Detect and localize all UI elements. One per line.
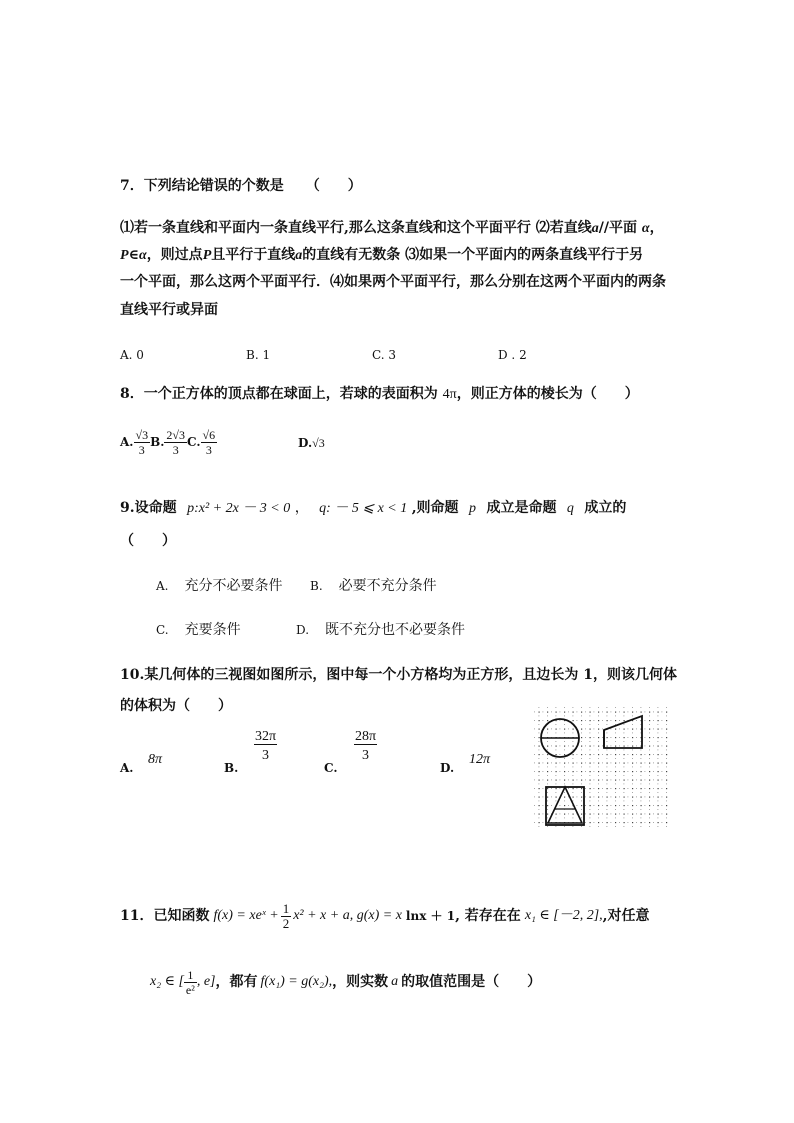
q8-options — [120, 425, 217, 459]
q10-option-c-label: C. — [324, 761, 338, 775]
q10-option-c: $\frac{28\pi}{3}$ — [355, 729, 377, 763]
q10-option-d-label: D. — [440, 761, 455, 775]
q7-line1: ⑴若一条直线和平面内一条直线平行,那么这条直线和这个平面平行 ⑵若直线a//平面 α， — [120, 220, 664, 236]
q7-option-d: D . 2 — [498, 348, 527, 362]
q7-line2: P∈α，则过点P且平行于直线a的直线有无数条 ⑶如果一个平面内的两条直线平行于另 — [120, 247, 644, 263]
q8-option-c-label: C. — [187, 435, 201, 449]
q8-option-c: $\frac{√6}{3}$ — [202, 427, 216, 457]
q10-option-d: 12π — [469, 752, 491, 767]
q9-paren: （ ） — [120, 533, 176, 549]
q9-stem: 9.设命题 p:x² + 2x － 3 < 0 ， q: － 5 ⩽ x < 1 ,则命题 p 成立是命题 q 成立的 — [120, 500, 627, 516]
q7-line3: 一个平面，那么这两个平面平行．⑷如果两个平面平行，那么分别在这两个平面内的两条 — [120, 274, 666, 290]
q9-option-c: C. 充要条件 — [156, 622, 241, 638]
q9-option-a: A. 充分不必要条件 — [156, 578, 283, 594]
q8-option-a: $\frac{√3}{3}$ — [135, 427, 149, 457]
q8-option-b: $\frac{2√3}{3}$ — [166, 427, 186, 457]
q8-option-b-label: B. — [150, 435, 165, 449]
q10-option-b-label: B. — [224, 761, 239, 775]
q10-line1: 10.某几何体的三视图如图所示，图中每一个小方格均为正方形，且边长为 1，则该几何体 — [120, 667, 677, 683]
q8-option-a-label: A. — [120, 435, 134, 449]
q10-option-b: $\frac{32\pi}{3}$ — [255, 729, 277, 763]
three-view-figure — [530, 703, 672, 833]
q11-stem: 11．已知函数 f(x) = xeˣ + $\frac{1}{2}$ x² + x + a, g(x) = x lnx ＋ 1 , 若存在在 x₁ ∈ [－2, 2], ,对任意 — [120, 900, 650, 931]
q7-option-c: C. 3 — [372, 348, 397, 362]
q11-line2: x₂ ∈ [ $\frac{1}{\text{e²}}$ , e] ，都有 f(x₁) = g(x₂), ，则实数 a 的取值范围是（ ） — [150, 967, 542, 997]
q8-stem: 8．一个正方体的顶点都在球面上，若球的表面积为 4π，则正方体的棱长为（ ） — [120, 386, 639, 402]
q8-option-d: D.√3 — [298, 436, 325, 450]
q7-line4: 直线平行或异面 — [120, 302, 218, 318]
q9-option-b: B. 必要不充分条件 — [310, 578, 437, 594]
q7-stem: 7．下列结论错误的个数是 （ ） — [120, 178, 362, 194]
q10-option-a: 8π — [148, 752, 163, 767]
q10-line2: 的体积为（ ） — [120, 698, 232, 714]
q9-option-d: D. 既不充分也不必要条件 — [296, 622, 466, 638]
q7-option-a: A. 0 — [120, 348, 144, 362]
q7-option-b: B. 1 — [246, 348, 271, 362]
q10-option-a-label: A. — [120, 761, 134, 775]
